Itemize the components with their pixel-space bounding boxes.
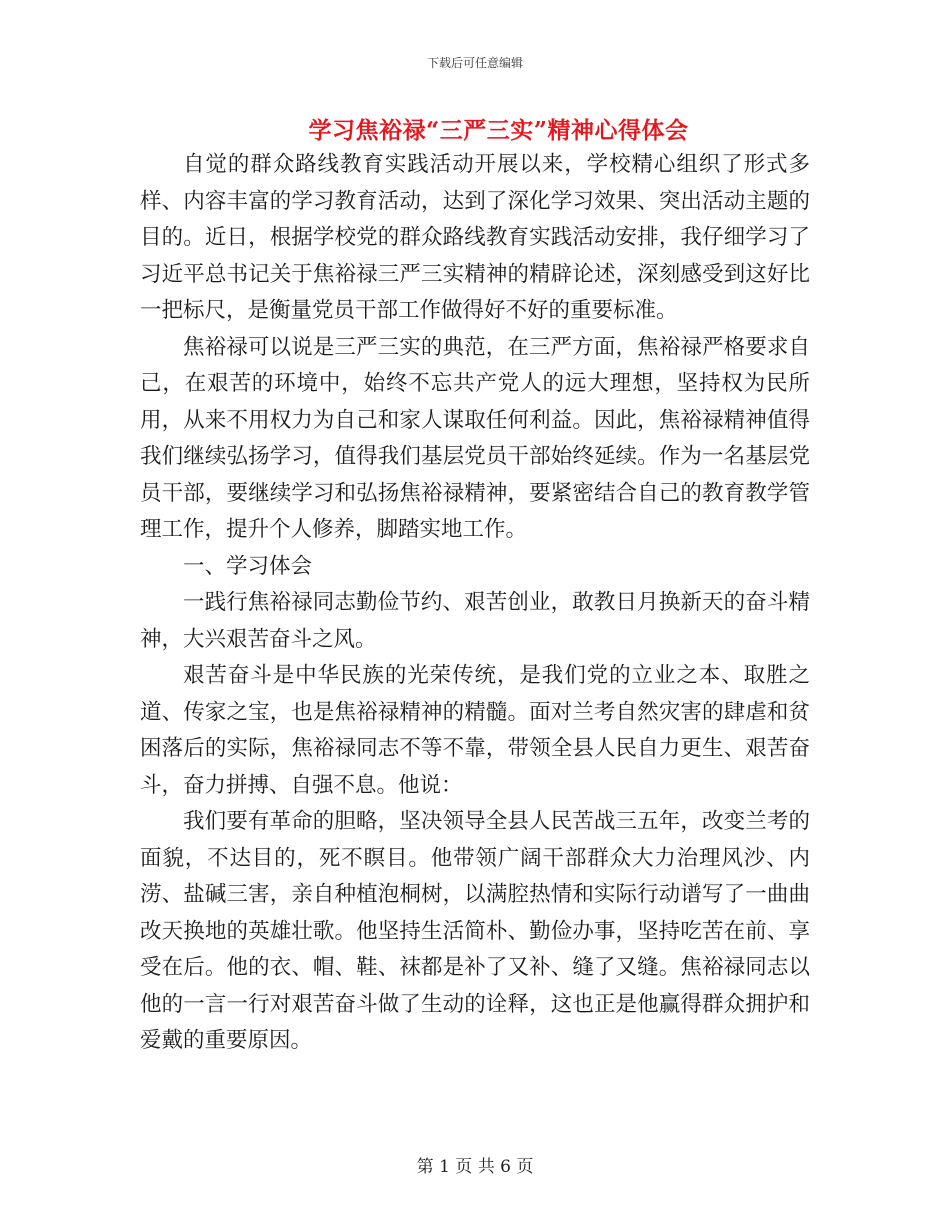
paragraph: 我们要有革命的胆略，坚决领导全县人民苦战三五年，改变兰考的面貌，不达目的，死不瞑目。他带领广阔干部群众大力治理风沙、内涝、盐碱三害，亲自种植泡桐树，以满腔热情和实际行动谱写了一曲曲改天换地的英雄壮歌。他坚持生活简朴、勤俭办事，坚持吃苦在前、享受在后。他的衣、帽、鞋、袜都是补了又补、缝了又缝。焦裕禄同志以他的一言一行对艰苦奋斗做了生动的诠释，这也正是他赢得群众拥护和爱戴的重要原因。: [140, 809, 810, 1053]
paragraph: 艰苦奋斗是中华民族的光荣传统，是我们党的立业之本、取胜之道、传家之宝，也是焦裕禄精神的精髓。面对兰考自然灾害的肆虐和贫困落后的实际，焦裕禄同志不等不靠，带领全县人民自力更生、艰苦奋斗，奋力拼搏、自强不息。他说：: [140, 663, 810, 798]
paragraph: 自觉的群众路线教育实践活动开展以来，学校精心组织了形式多样、内容丰富的学习教育活动，达到了深化学习效果、突出活动主题的目的。近日，根据学校党的群众路线教育实践活动安排，我仔细学习了习近平总书记关于焦裕禄三严三实精神的精辟论述，深刻感受到这好比一把标尺，是衡量党员干部工作做得好不好的重要标准。: [140, 152, 810, 323]
section-heading: 一、学习体会: [183, 553, 313, 579]
document-body: [140, 147, 810, 1060]
page-number: 第 1 页 共 6 页: [416, 1157, 534, 1177]
paragraph: 一践行焦裕禄同志勤俭节约、艰苦创业，敢教日月换新天的奋斗精神，大兴艰苦奋斗之风。: [140, 590, 810, 652]
document-title: 学习焦裕禄“三严三实”精神心得体会: [308, 117, 689, 144]
header-note: 下载后可任意编辑: [426, 56, 523, 70]
paragraph: 焦裕禄可以说是三严三实的典范，在三严方面，焦裕禄严格要求自己，在艰苦的环境中，始终不忘共产党人的远大理想，坚持权为民所用，从来不用权力为自己和家人谋取任何利益。因此，焦裕禄精神值得我们继续弘扬学习，值得我们基层党员干部始终延续。作为一名基层党员干部，要继续学习和弘扬焦裕禄精神，要紧密结合自己的教育教学管理工作，提升个人修养，脚踏实地工作。: [140, 334, 810, 542]
